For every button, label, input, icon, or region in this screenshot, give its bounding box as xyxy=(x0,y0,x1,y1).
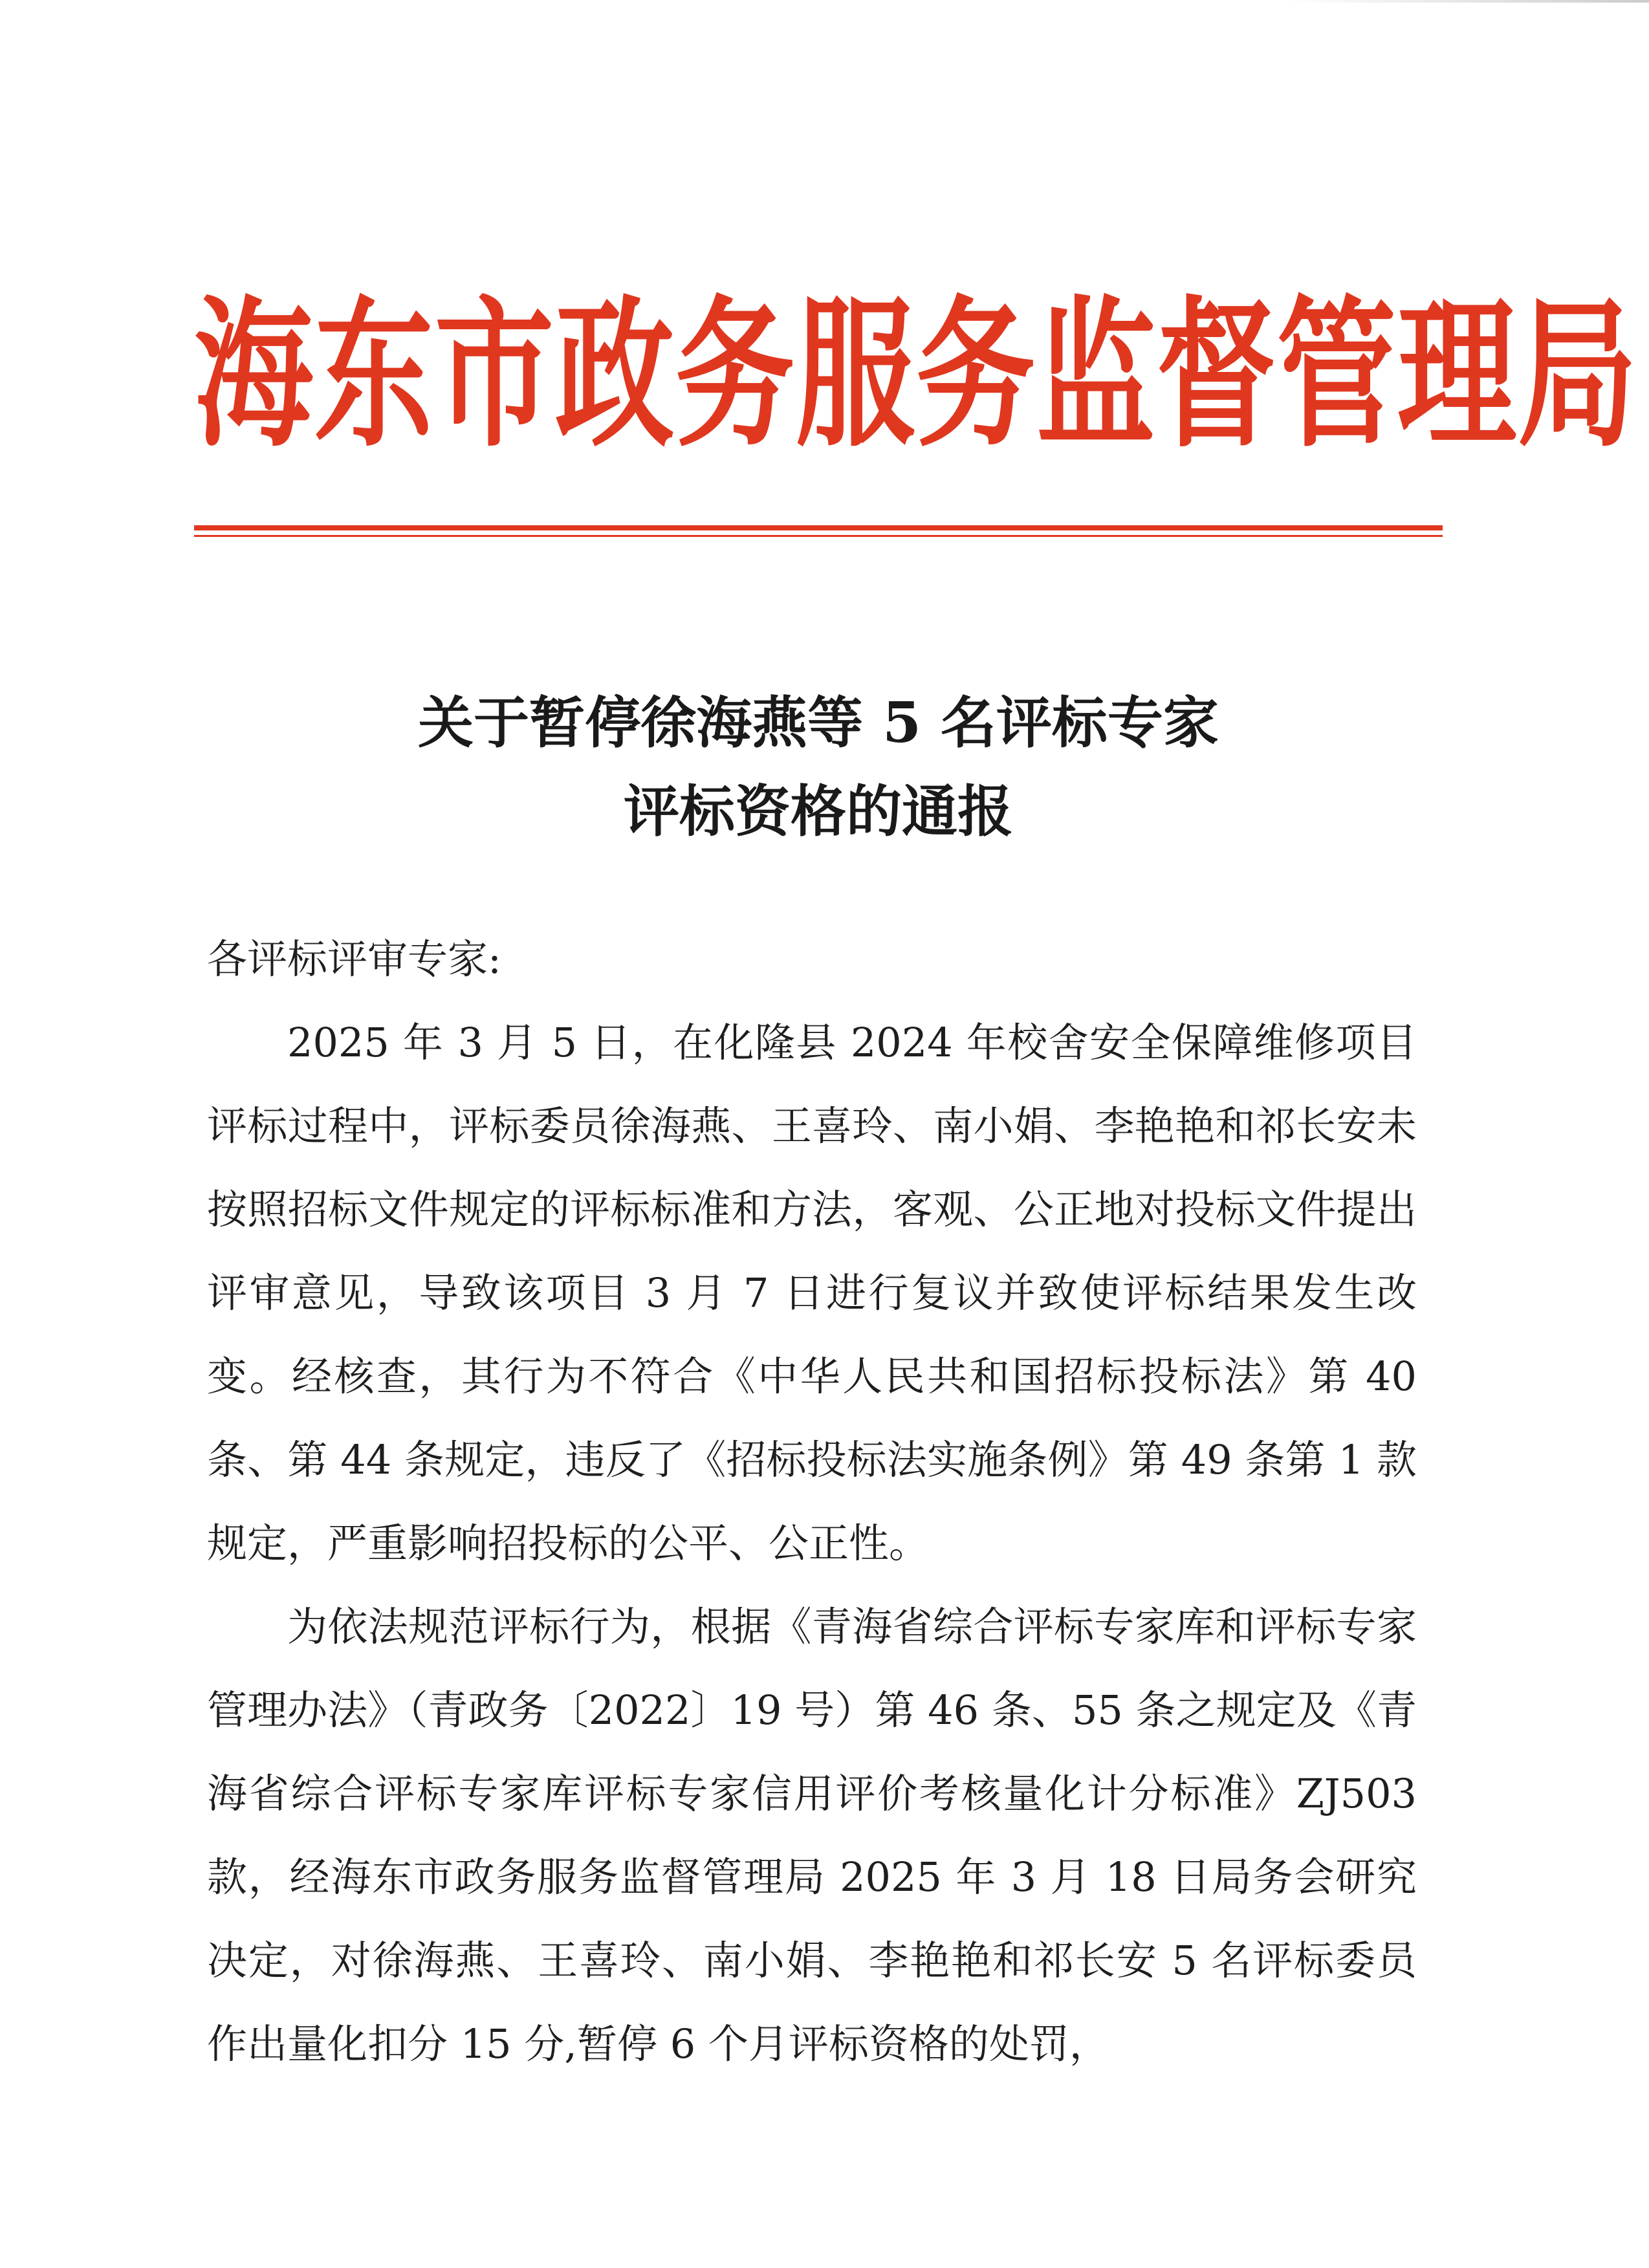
document-title-line-1: 关于暂停徐海燕等 5 名评标专家 xyxy=(418,690,1219,756)
scan-edge-shadow xyxy=(1287,0,1649,3)
masthead-red-rule-thin xyxy=(194,535,1443,537)
document-body xyxy=(207,917,1417,2086)
salutation: 各评标评审专家: xyxy=(207,935,501,983)
body-paragraph-1: 2025 年 3 月 5 日，在化隆县 2024 年校舍安全保障维修项目评标过程中，评标委员徐海燕、王喜玲、南小娟、李艳艳和祁长安未按照招标文件规定的评标标准和方法，客观、公正地对投标文件提出评审意见，导致该项目 3 月 7 日进行复议并致使评标结果发生改变。经核查，其行为不符合《中华人民共和国招标投标法》第 40 条、第 44 条规定，违反了《招标投标法实施条例》第 49 条第 1 款规定，严重影响招投标的公平、公正性。 xyxy=(207,1019,1417,1567)
masthead-org-name: 海东市政务服务监督管理局 xyxy=(194,280,1639,469)
masthead-red-rule xyxy=(194,525,1443,530)
body-paragraph-2: 为依法规范评标行为，根据《青海省综合评标专家库和评标专家管理办法》（青政务〔2022〕19 号）第 46 条、55 条之规定及《青海省综合评标专家库评标专家信用评价考核量化计分标准》ZJ503 款，经海东市政务服务监督管理局 2025 年 3 月 18 日局务会研究决定，对徐海燕、王喜玲、南小娟、李艳艳和祁长安 5 名评标委员作出量化扣分 15 分,暂停 6 个月评标资格的处罚， xyxy=(207,1603,1417,2067)
document-title-line-2: 评标资格的通报 xyxy=(624,779,1013,844)
